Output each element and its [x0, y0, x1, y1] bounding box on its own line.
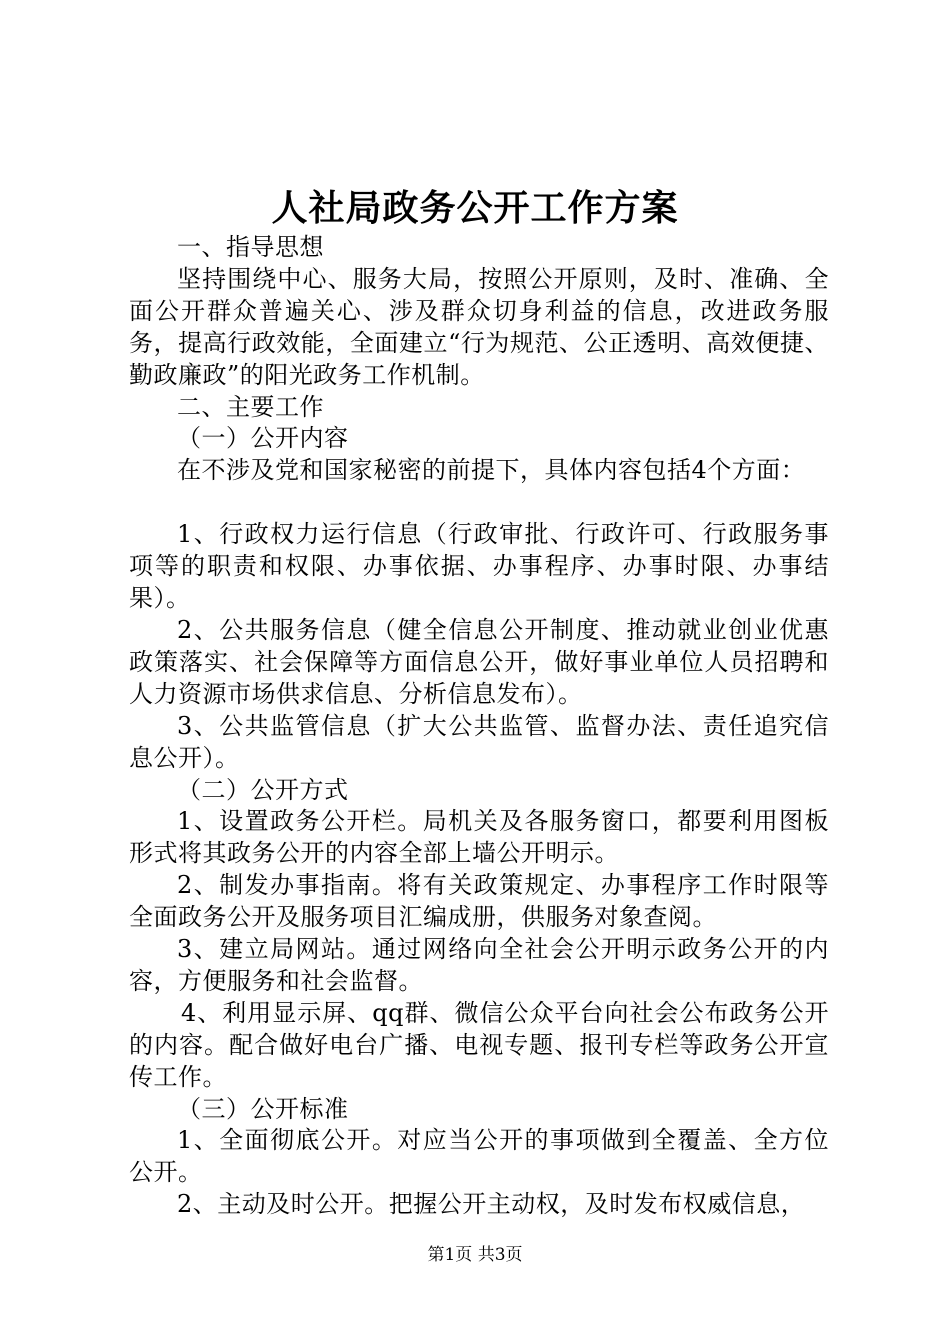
- paragraph: 1、行政权力运行信息（行政审批、行政许可、行政服务事项等的职责和权限、办事依据、办事程序、办事时限、办事结果）。: [129, 520, 829, 613]
- paragraph: 一、指导思想: [177, 233, 324, 261]
- paragraph: 二、主要工作: [177, 392, 324, 421]
- paragraph: 1、全面彻底公开。对应当公开的事项做到全覆盖、全方位公开。: [129, 1126, 829, 1187]
- paragraph: （二）公开方式: [177, 775, 349, 804]
- paragraph: 坚持围绕中心、服务大局，按照公开原则，及时、准确、全面公开群众普遍关心、涉及群众切身利益的信息，改进政务服务，提高行政效能，全面建立“行为规范、公正透明、高效便捷、勤政廉政”的阳光政务工作机制。: [129, 264, 829, 389]
- document-body: [129, 232, 829, 1221]
- document-title: 人社局政务公开工作方案: [271, 187, 679, 229]
- paragraph: 在不涉及党和国家秘密的前提下，具体内容包括4个方面：: [177, 456, 806, 485]
- paragraph: 3、公共监管信息（扩大公共监管、监督办法、责任追究信息公开）。: [129, 711, 829, 772]
- paragraph: 4、利用显示屏、qq群、微信公众平台向社会公布政务公开的内容。配合做好电台广播、电视专题、报刊专栏等政务公开宣传工作。: [129, 998, 829, 1091]
- paragraph: 2、主动及时公开。把握公开主动权，及时发布权威信息，: [177, 1190, 806, 1219]
- paragraph: （一）公开内容: [177, 424, 349, 453]
- paragraph: 2、制发办事指南。将有关政策规定、办事程序工作时限等全面政务公开及服务项目汇编成册，供服务对象查阅。: [129, 871, 829, 932]
- page-footer: 第1页 共3页: [427, 1245, 523, 1265]
- paragraph: 1、设置政务公开栏。局机关及各服务窗口，都要利用图板形式将其政务公开的内容全部上墙公开明示。: [129, 807, 829, 868]
- paragraph: （三）公开标准: [177, 1094, 349, 1123]
- paragraph: 2、公共服务信息（健全信息公开制度、推动就业创业优惠政策落实、社会保障等方面信息公开，做好事业单位人员招聘和人力资源市场供求信息、分析信息发布）。: [129, 615, 829, 708]
- paragraph: 3、建立局网站。通过网络向全社会公开明示政务公开的内容，方便服务和社会监督。: [129, 935, 829, 995]
- paragraph-spacer: [129, 487, 829, 519]
